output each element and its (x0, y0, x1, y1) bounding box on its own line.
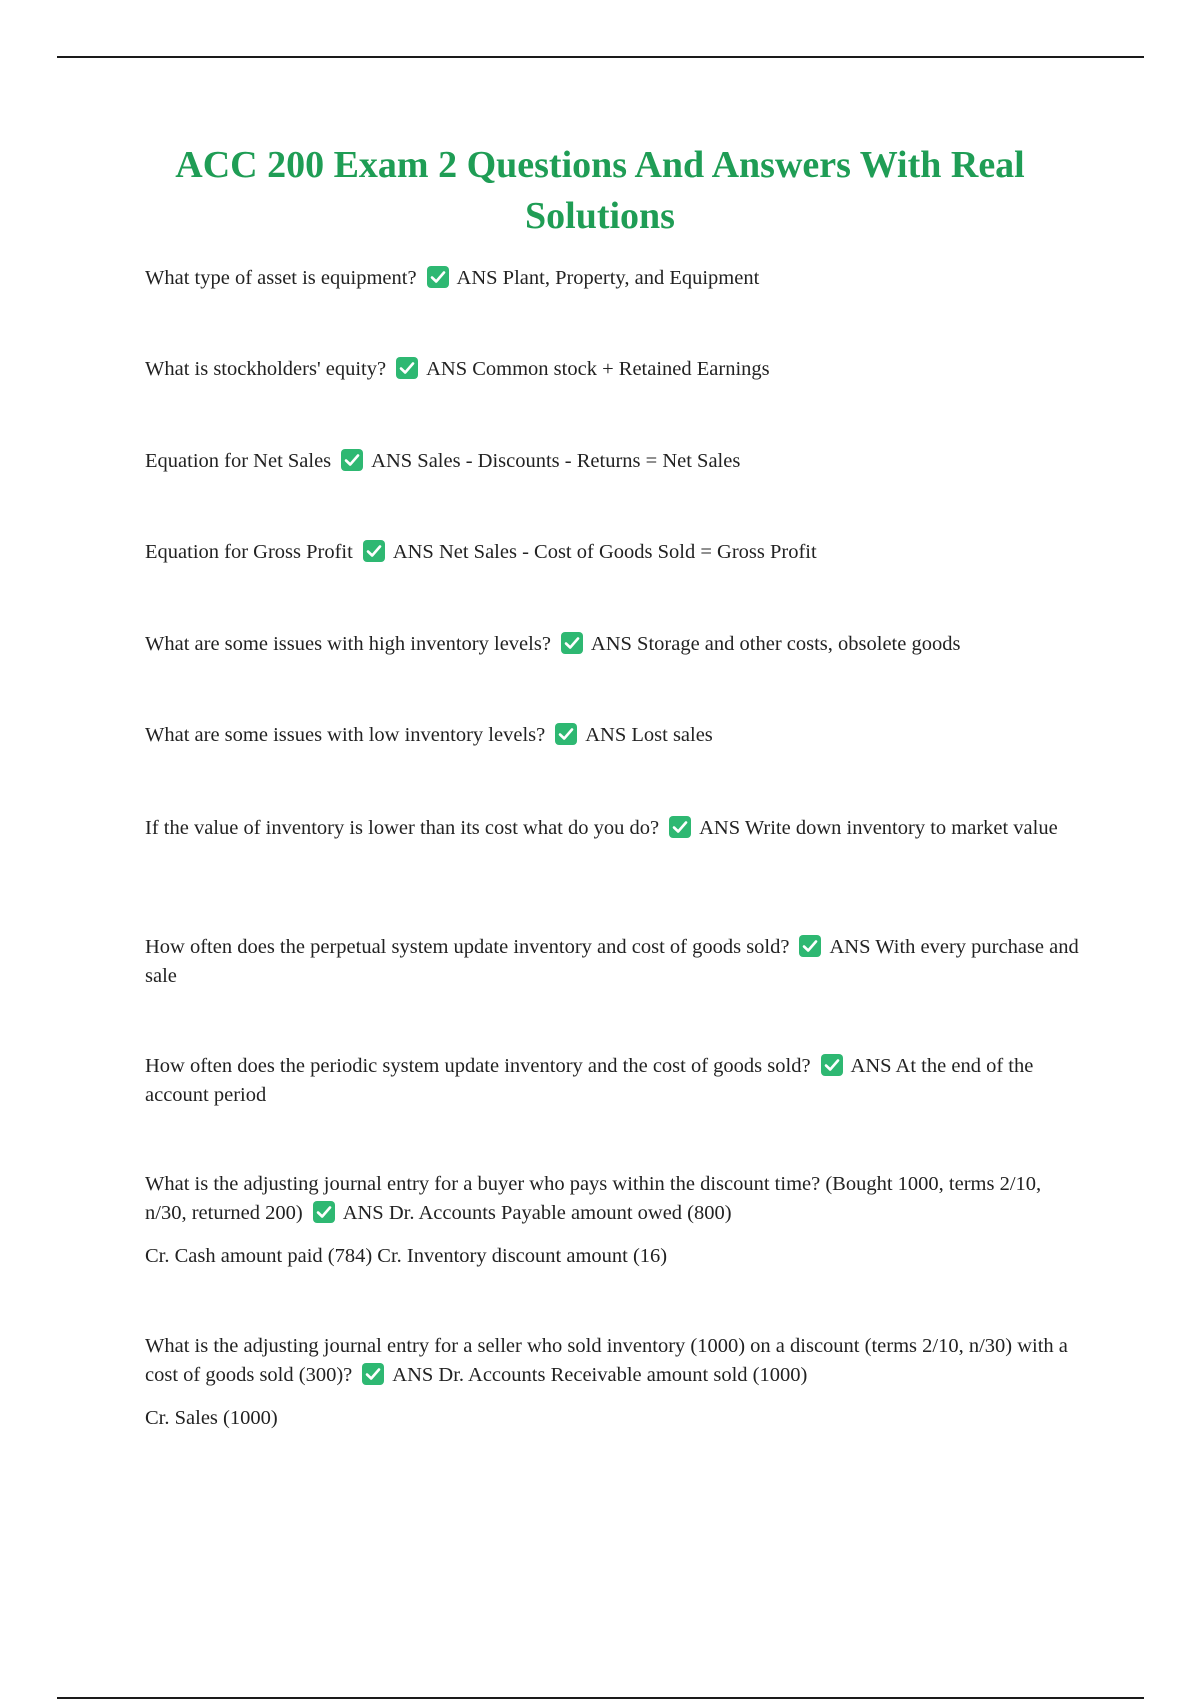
qa-item (145, 355, 1085, 384)
check-mark-icon (555, 723, 577, 745)
check-mark-icon (799, 935, 821, 957)
check-mark-icon (363, 540, 385, 562)
qa-item (145, 1332, 1085, 1433)
answer-text: ANS Dr. Accounts Payable amount owed (800) (342, 1202, 732, 1224)
answer-continuation: Cr. Sales (1000) (145, 1407, 278, 1429)
qa-item (145, 721, 1085, 750)
answer-text: ANS Dr. Accounts Receivable amount sold (1000) (392, 1364, 808, 1386)
question-text: What is the adjusting journal entry for a seller who sold inventory (1000) on a discount (terms 2/10, n/30) with a cost of goods sold (300)? (145, 1335, 1068, 1386)
qa-line (145, 355, 1085, 384)
qa-line (145, 264, 1085, 293)
check-mark-icon (341, 449, 363, 471)
qa-item (145, 264, 1085, 293)
check-mark-icon (396, 357, 418, 379)
qa-item (145, 1170, 1085, 1271)
qa-line (145, 814, 1085, 843)
answer-continuation: Cr. Cash amount paid (784) Cr. Inventory discount amount (16) (145, 1245, 668, 1267)
question-text: What is stockholders' equity? (145, 358, 387, 380)
check-mark-icon (427, 266, 449, 288)
check-mark-icon (561, 632, 583, 654)
qa-line (145, 1332, 1085, 1390)
question-text: How often does the periodic system update inventory and the cost of goods sold? (145, 1055, 811, 1077)
answer-text: ANS At the end of the account period (145, 1055, 1034, 1106)
page-title: ACC 200 Exam 2 Questions And Answers With Real Solutions (175, 144, 1025, 237)
answer-text: ANS Common stock + Retained Earnings (426, 358, 770, 380)
qa-line (145, 630, 1085, 659)
qa-line (145, 538, 1085, 567)
answer-text: ANS Write down inventory to market value (699, 817, 1058, 839)
qa-item (145, 630, 1085, 659)
question-text: What are some issues with low inventory levels? (145, 724, 546, 746)
question-text: How often does the perpetual system update inventory and cost of goods sold? (145, 936, 790, 958)
qa-item (145, 814, 1085, 843)
check-mark-icon (669, 816, 691, 838)
answer-text: ANS Net Sales - Cost of Goods Sold = Gross Profit (392, 541, 817, 563)
question-text: What is the adjusting journal entry for a buyer who pays within the discount time? (Bought 1000, terms 2/10, n/30, returned 200) (145, 1173, 1042, 1224)
question-text: If the value of inventory is lower than its cost what do you do? (145, 817, 660, 839)
answer-text: ANS Sales - Discounts - Returns = Net Sales (371, 450, 741, 472)
answer-text: ANS Lost sales (585, 724, 713, 746)
check-mark-icon (313, 1201, 335, 1223)
top-rule (57, 56, 1144, 58)
qa-line (145, 721, 1085, 750)
bottom-rule (57, 1697, 1144, 1699)
question-text: Equation for Gross Profit (145, 541, 353, 563)
answer-text: ANS Plant, Property, and Equipment (456, 267, 760, 289)
question-text: What type of asset is equipment? (145, 267, 417, 289)
qa-line (145, 1052, 1085, 1110)
qa-item (145, 538, 1085, 567)
answer-text: ANS With every purchase and sale (145, 936, 1079, 987)
answer-text: ANS Storage and other costs, obsolete goods (590, 633, 961, 655)
qa-line (145, 1170, 1085, 1228)
question-text: What are some issues with high inventory levels? (145, 633, 551, 655)
check-mark-icon (362, 1363, 384, 1385)
check-mark-icon (821, 1054, 843, 1076)
qa-item (145, 933, 1085, 991)
qa-line (145, 447, 1085, 476)
qa-line (145, 933, 1085, 991)
question-text: Equation for Net Sales (145, 450, 332, 472)
qa-item (145, 1052, 1085, 1110)
qa-item (145, 447, 1085, 476)
